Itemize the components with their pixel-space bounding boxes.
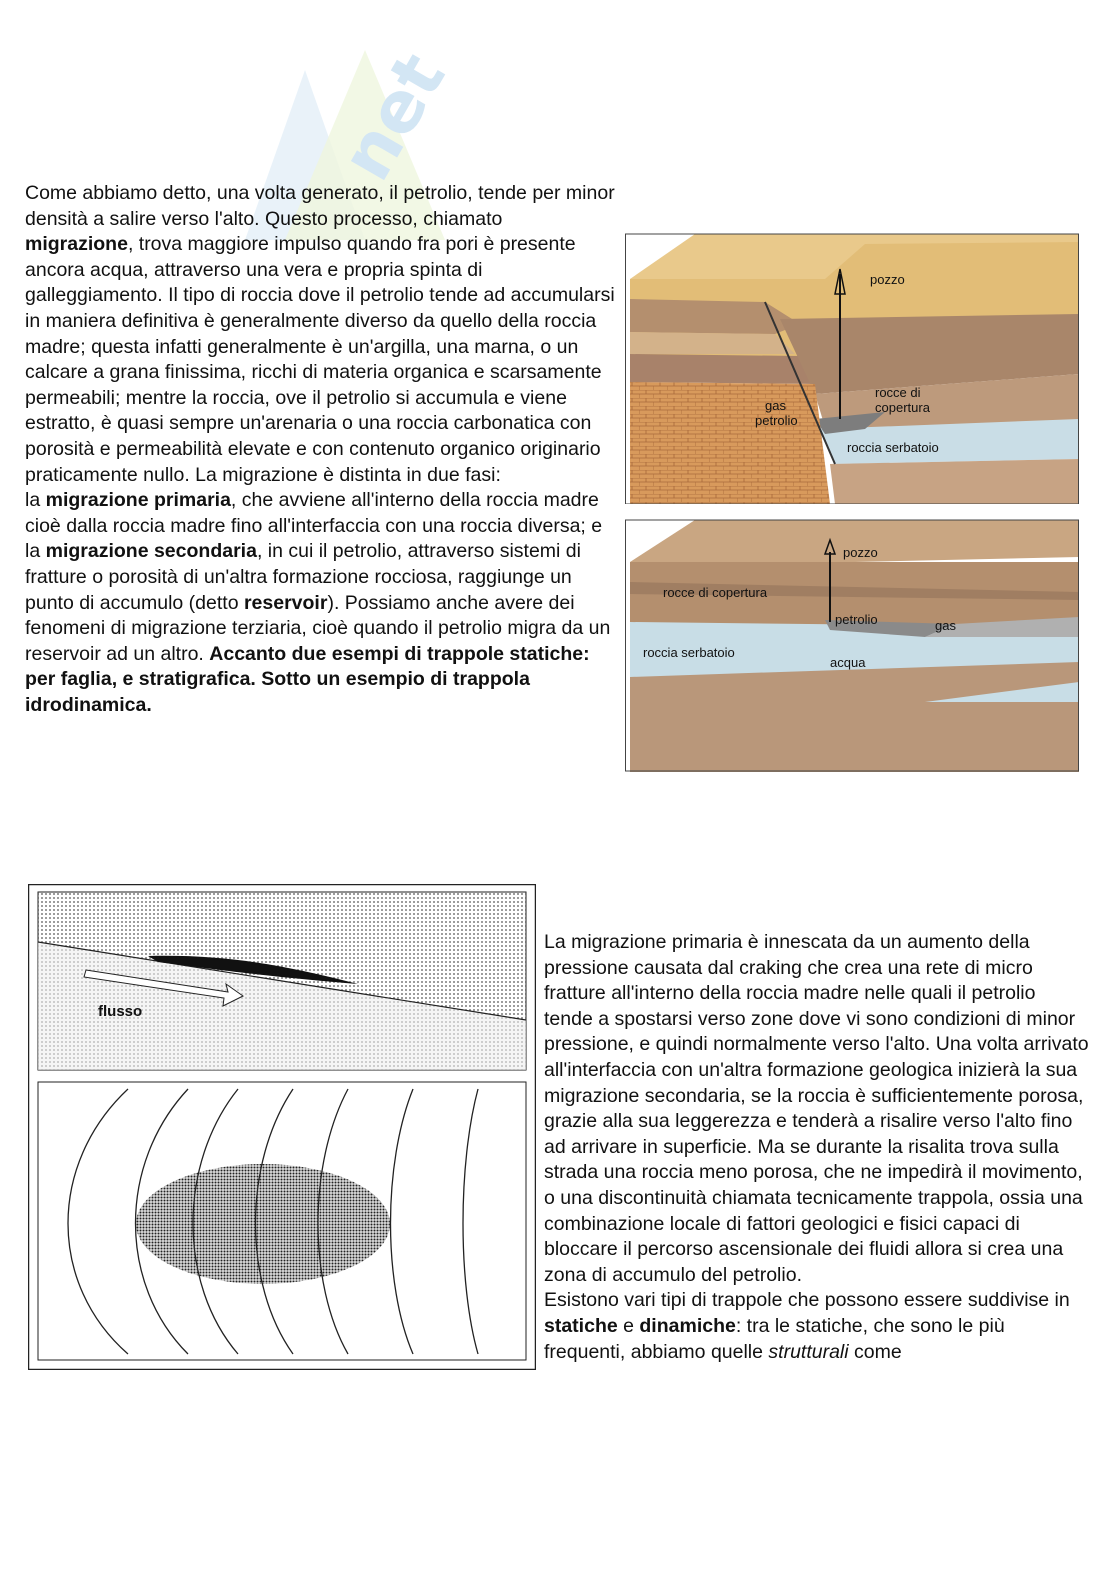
- label-petrolio-2: petrolio: [835, 612, 878, 627]
- fault-trap-figure: [625, 214, 1079, 504]
- top-text-block: [25, 181, 615, 718]
- label-flusso: flusso: [98, 1003, 143, 1020]
- lower-rock: [630, 662, 1079, 772]
- label-rocce-copertura: rocce di copertura: [663, 585, 768, 600]
- label-copertura: copertura: [875, 400, 930, 415]
- top-paragraph-2: la migrazione primaria, che avviene all'interno della roccia madre cioè dalla roccia madre fino all'interfaccia con una roccia diversa; e la migrazione secondaria, in cui il petrolio, attraverso sistemi di fratture o porosità di un'altra formazione rocciosa, raggiunge un punto di accumulo (detto reservoir). Possiamo anche avere dei fenomeni di migrazione terziaria, cioè quando il petrolio migra da un reservoir ad un altro. Accanto due esempi di trappole statiche: per faglia, e stratigrafica. Sotto un esempio di trappola idrodinamica.: [25, 489, 611, 716]
- layer-left-3: [630, 354, 815, 384]
- label-gas: gas: [765, 398, 786, 413]
- bottom-layer: [830, 459, 1079, 504]
- label-pozzo-2: pozzo: [843, 545, 878, 560]
- hydrodynamic-trap-figure: [28, 884, 536, 1370]
- label-rocce-di: rocce di: [875, 385, 921, 400]
- label-acqua: acqua: [830, 655, 866, 670]
- label-petrolio: petrolio: [755, 413, 798, 428]
- top-paragraph-1: Come abbiamo detto, una volta generato, il petrolio, tende per minor densità a salire verso l'alto. Questo processo, chiamato migrazione, trova maggiore impulso quando fra pori è presente ancora acqua, attraverso una vera e propria spinta di galleggiamento. Il tipo di roccia dove il petrolio tende ad accumularsi in maniera definitiva è generalmente diverso da quello della roccia madre; questa infatti generalmente è un'argilla, una marna, o un calcare a grana finissima, ricchi di materia organica e scarsamente permeabili; mentre la roccia, ove il petrolio si accumula e viene estratto, è quasi sempre un'arenaria o una roccia carbonatica con porosità e permeabilità elevate e con contenuto organico originario praticamente nullo. La migrazione è distinta in due fasi:: [25, 182, 615, 486]
- layer-left-2: [630, 332, 795, 354]
- label-gas-2: gas: [935, 618, 956, 633]
- reservoir-ellipse: [136, 1164, 390, 1284]
- label-roccia-serbatoio: roccia serbatoio: [847, 440, 939, 455]
- bottom-paragraph-2: Esistono vari tipi di trappole che possono essere suddivise in statiche e dinamiche: tra le statiche, che sono le più frequenti, abbiamo quelle strutturali come: [544, 1289, 1070, 1363]
- label-roccia-serbatoio-2: roccia serbatoio: [643, 645, 735, 660]
- bottom-paragraph-1: La migrazione primaria è innescata da un aumento della pressione causata dal craking che crea una rete di micro fratture all'interno della roccia madre nelle quali il petrolio tende a spostarsi verso zone dove vi sono condizioni di minor pressione, e quindi normalmente verso l'alto. Una volta arrivato all'interfaccia con un'altra formazione geologica inizierà la sua migrazione secondaria, se la roccia è sufficientemente porosa, grazie alla sua leggerezza e tenderà a risalire verso l'alto fino ad arrivare in superficie. Ma se durante la risalita trova sulla strada una roccia meno porosa, che ne impedirà il movimento, o una discontinuità chiamata tecnicamente trappola, ossia una combinazione locale di fattori geologici e fisici capaci di bloccare il percorso ascensionale dei fluidi allora si crea una zona di accumulo del petrolio.: [544, 931, 1089, 1286]
- brick-layer: [630, 382, 830, 504]
- label-pozzo: pozzo: [870, 272, 905, 287]
- watermark-text: net: [324, 40, 462, 194]
- stratigraphic-trap-figure: [625, 512, 1079, 772]
- bottom-text-block: [544, 930, 1089, 1365]
